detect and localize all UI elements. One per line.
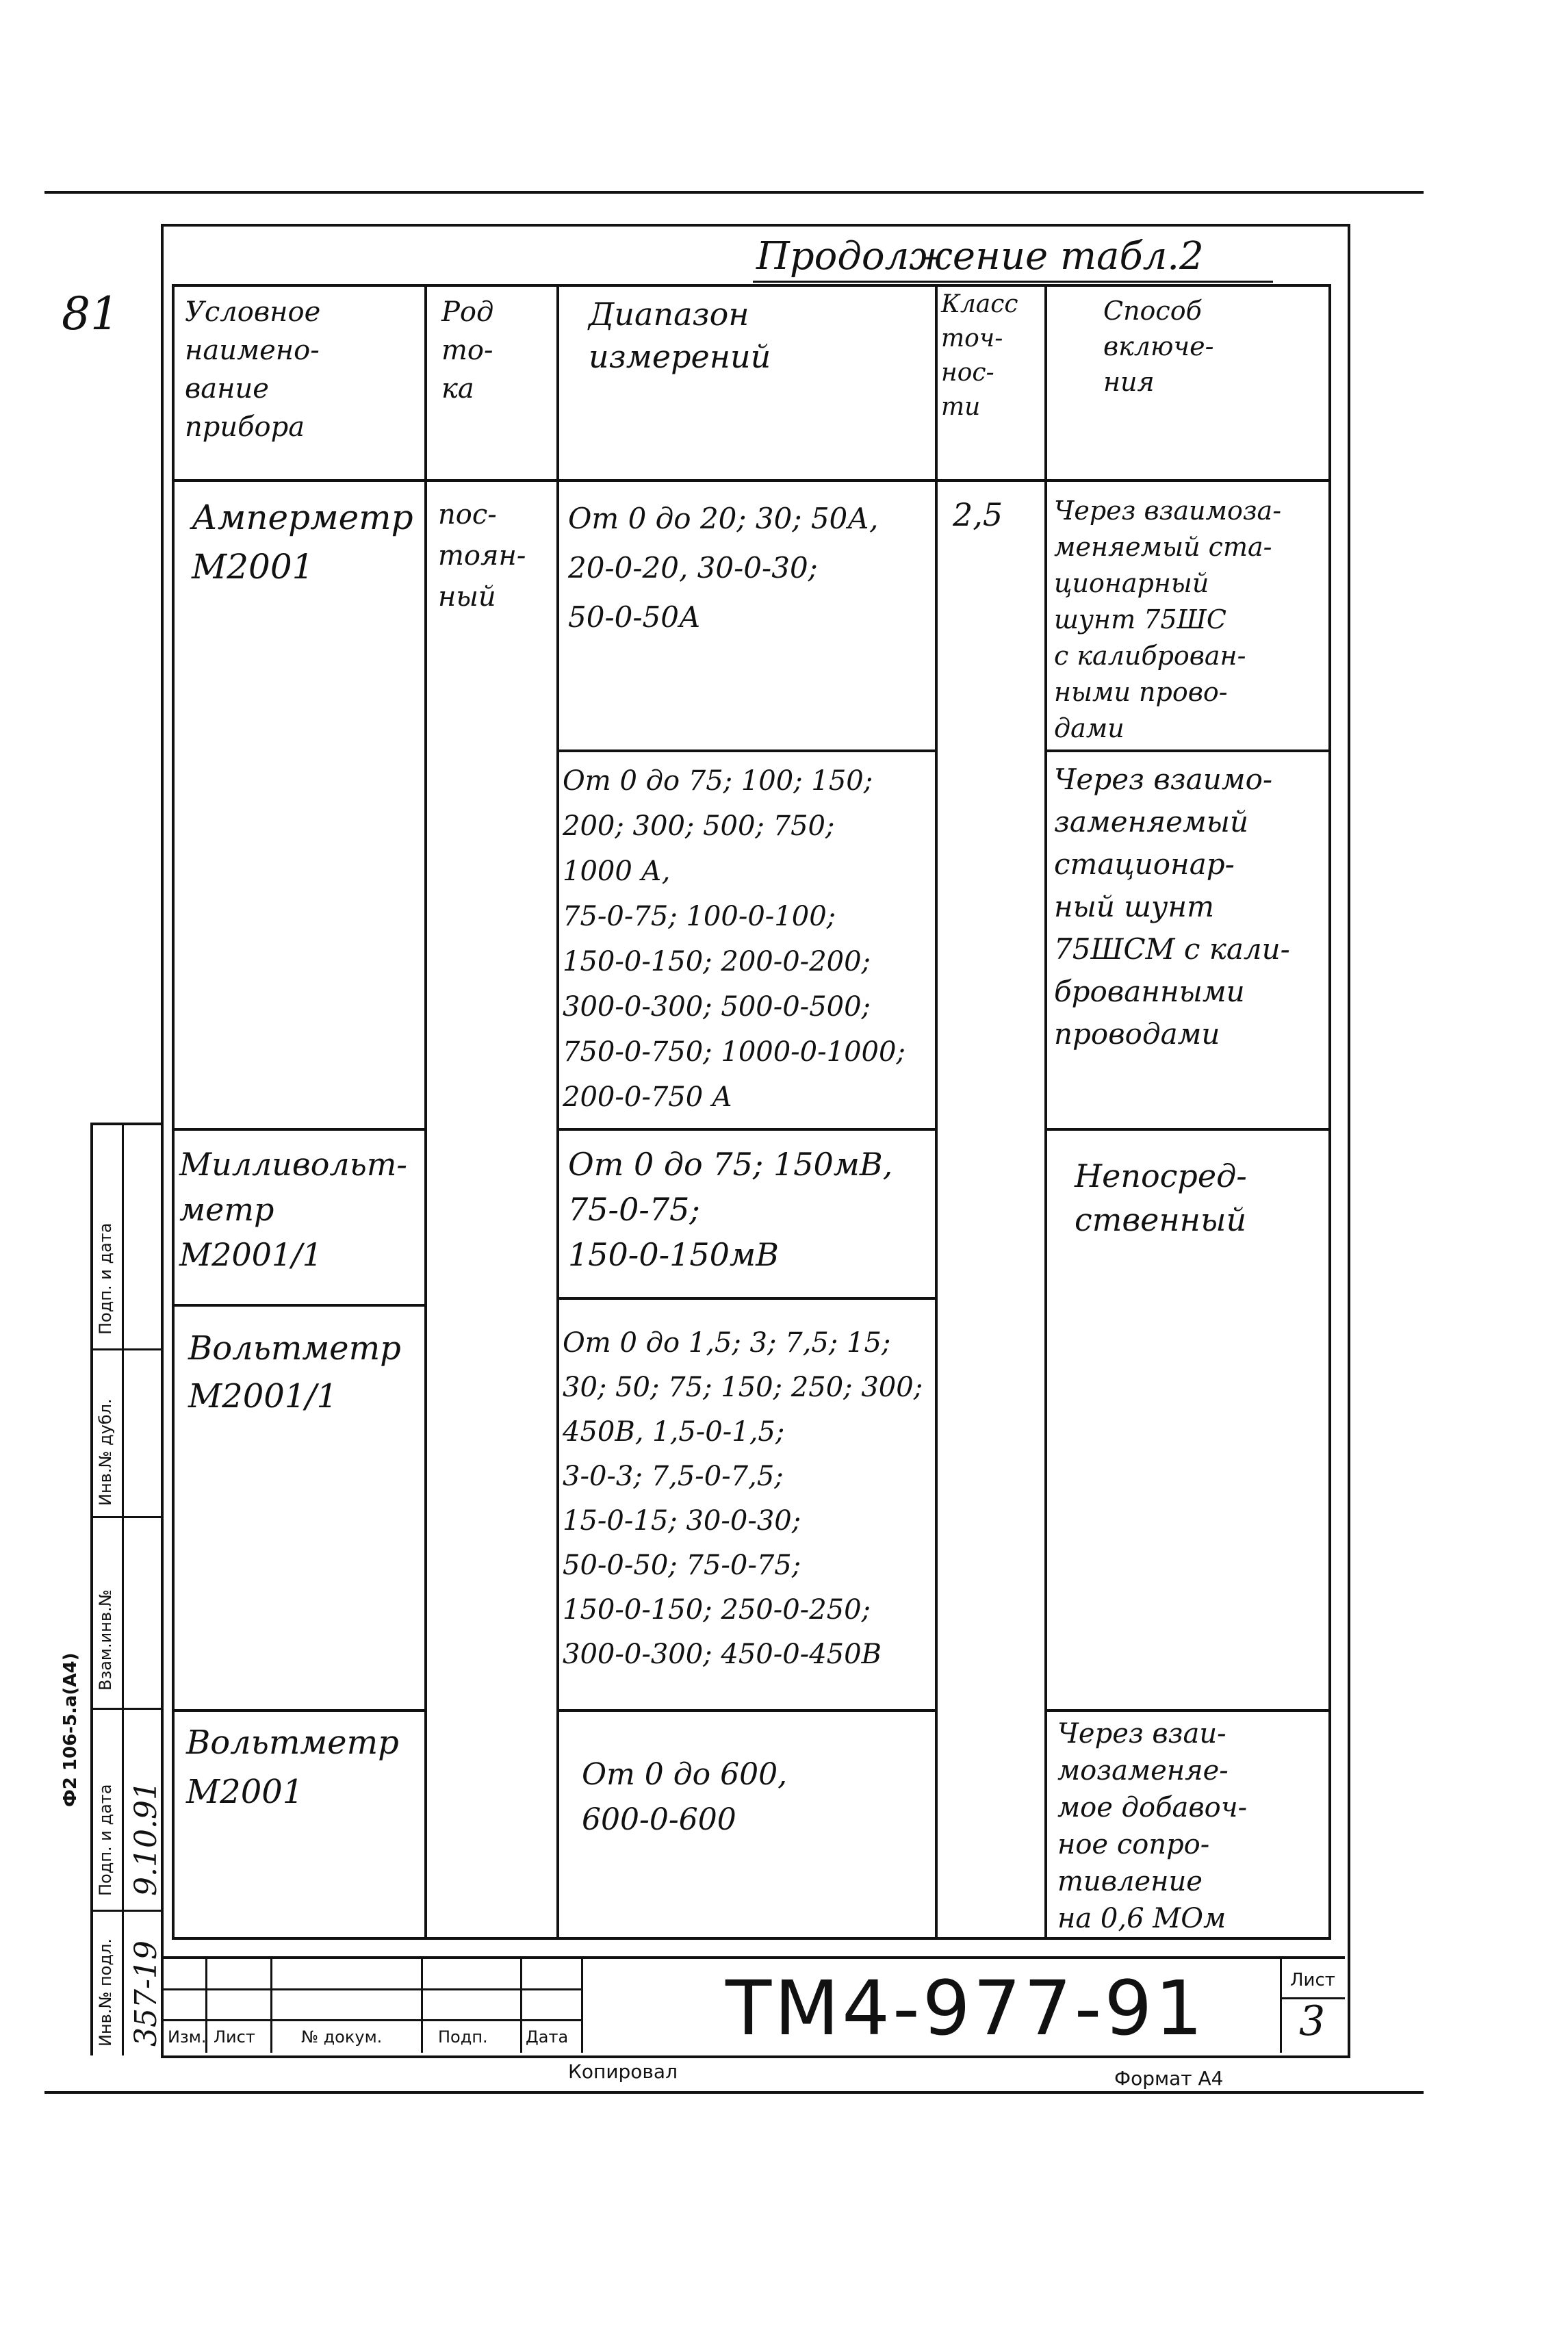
stamp-col-3 [421, 1956, 423, 2053]
sheet-number: 3 [1299, 1997, 1326, 2045]
row1-range: От 0 до 20; 30; 50А, 20-0-20, 30-0-30; 50-0-50А [568, 502, 879, 634]
col-line-1 [424, 284, 427, 1940]
connection-divider-3 [1047, 1709, 1331, 1712]
side-label-podp-data-top: Подп. и дата [96, 1222, 115, 1335]
side-row-1 [90, 1348, 161, 1350]
side-value-inv: 357-19 [129, 1940, 164, 2047]
stamp-label-date: Дата [526, 2027, 569, 2047]
top-rule [44, 191, 1424, 194]
range-divider-4 [559, 1709, 935, 1712]
row1-accuracy: 2,5 [953, 496, 1003, 533]
row1-name: Амперметр М2001 [192, 498, 413, 587]
stamp-label-sign: Подп. [438, 2027, 488, 2047]
row3-connection: Непосред- ственный [1075, 1157, 1247, 1238]
header-connection: Способ включе- ния [1103, 296, 1214, 397]
row3-name: Милливольт- метр М2001/1 [179, 1146, 407, 1273]
side-label-inv-podl: Инв.№ подл. [96, 1938, 115, 2047]
stamp-label-izm: Изм. [168, 2027, 207, 2047]
col-line-3 [935, 284, 938, 1940]
range-divider-1 [559, 749, 935, 752]
stamp-col-4 [520, 1956, 522, 2053]
stamp-row-line-2 [164, 2019, 581, 2021]
connection-divider-2 [1047, 1128, 1331, 1131]
row4-name: Вольтметр М2001/1 [188, 1329, 401, 1415]
row1-current: пос- тоян- ный [438, 499, 526, 613]
continuation-title: Продолжение табл.2 [756, 234, 1204, 279]
name-divider-3 [172, 1709, 424, 1712]
row4-range: От 0 до 1,5; 3; 7,5; 15; 30; 50; 75; 150; 250; 300; 450В, 1,5-0-1,5; 3-0-3; 7,5-0-7,5; 15-0-15; 30-0-30; 50-0-50; 75-0-75; 150-0-150; 250-0-250; 300-0-300; 450-0-450В [563, 1327, 923, 1670]
row2-connection: Через взаимо- заменяемый стационар- ный шунт 75ШСМ с кали- брованными проводами [1054, 763, 1290, 1051]
side-col-divider [122, 1123, 124, 2055]
side-label-podp-data: Подп. и дата [96, 1784, 115, 1896]
stamp-top-line [164, 1956, 1345, 1959]
row2-range: От 0 до 75; 100; 150; 200; 300; 500; 750; 1000 А, 75-0-75; 100-0-100; 150-0-150; 200-0-200; 300-0-300; 500-0-500; 750-0-750; 1000-0-1000; 200-0-750 А [563, 765, 905, 1113]
col-line-4 [1044, 284, 1047, 1940]
range-divider-2 [559, 1128, 935, 1131]
side-label-inv-dubl: Инв.№ дубл. [96, 1398, 115, 1506]
doc-code: ТМ4-977-91 [725, 1964, 1206, 2052]
stamp-label-doc: № докум. [301, 2027, 383, 2047]
header-bottom-line [172, 479, 1331, 482]
side-row-4 [90, 1910, 161, 1912]
footer-format: Формат А4 [1114, 2067, 1224, 2090]
header-current: Род то- ка [441, 296, 494, 405]
sheet-label: Лист [1290, 1970, 1335, 1990]
side-form-code: Ф2 106-5.а(А4) [60, 1652, 81, 1807]
stamp-label-list: Лист [214, 2027, 255, 2047]
header-accuracy: Класс точ- нос- ти [941, 290, 1018, 421]
bottom-rule [44, 2091, 1424, 2094]
name-divider-1 [172, 1128, 424, 1131]
col-line-2 [556, 284, 559, 1940]
side-top-line [90, 1123, 161, 1125]
header-name: Условное наимено- вание прибора [185, 296, 321, 443]
header-range: Диапазон измерений [589, 296, 771, 375]
row3-range: От 0 до 75; 150мВ, 75-0-75; 150-0-150мВ [568, 1146, 893, 1273]
title-underline [753, 281, 1273, 283]
stamp-col-6 [1280, 1956, 1282, 2053]
row1-connection: Через взаимоза- меняемый ста- ционарный шунт 75ШС с калиброван- ными прово- дами [1054, 496, 1282, 743]
side-row-2 [90, 1516, 161, 1518]
side-outer-left [90, 1123, 93, 2055]
connection-divider-1 [1047, 749, 1331, 752]
row5-range: От 0 до 600, 600-0-600 [582, 1757, 788, 1837]
row5-connection: Через взаи- мозаменяе- мое добавоч- ное сопро- тивление на 0,6 МОм [1057, 1718, 1248, 1934]
stamp-row-line-1 [164, 1988, 581, 1990]
stamp-col-5 [581, 1956, 583, 2053]
side-row-3 [90, 1708, 161, 1710]
side-label-vzam-inv: Взам.инв.№ [96, 1589, 115, 1691]
side-value-date: 9.10.91 [129, 1781, 164, 1896]
range-divider-3 [559, 1297, 935, 1300]
stamp-col-2 [270, 1956, 272, 2053]
footer-copied: Копировал [568, 2060, 678, 2083]
row5-name: Вольтметр М2001 [186, 1724, 399, 1811]
page-number: 81 [62, 287, 119, 340]
name-divider-2 [172, 1304, 424, 1307]
